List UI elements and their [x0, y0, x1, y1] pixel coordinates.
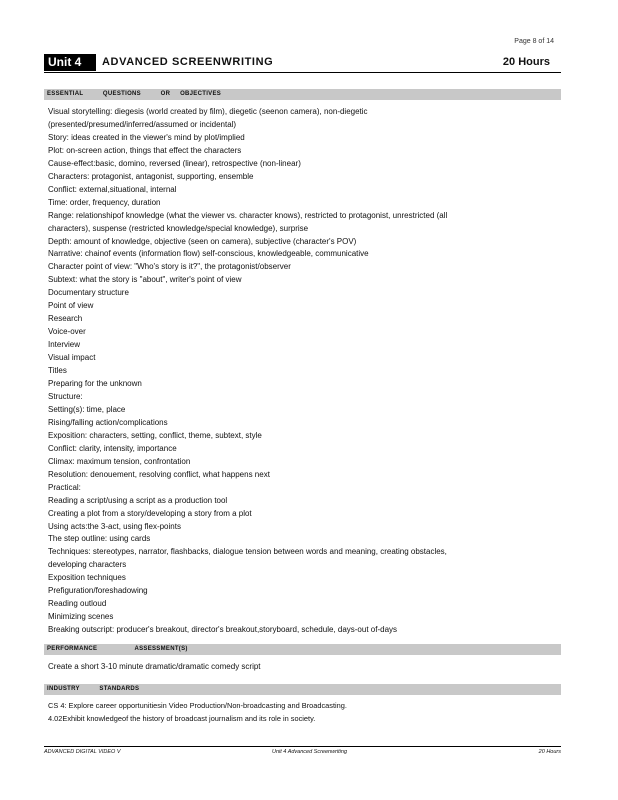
page-footer [44, 746, 561, 759]
unit-hours: 20 Hours [502, 56, 550, 68]
list-item: Resolution: denouement, resolving conflict, what happens next [48, 469, 270, 479]
list-item: Character point of view: "Who's story is it?", the protagonist/observer [48, 262, 291, 272]
list-item: Techniques: stereotypes, narrator, flashbacks, dialogue tension between words and meaning, creating obstacles, [48, 547, 447, 557]
list-item: Creating a plot from a story/developing a story from a plot [48, 508, 252, 518]
list-item: characters), suspense (restricted knowledge/special knowledge), surprise [48, 223, 309, 233]
industry-standards-list [48, 700, 548, 726]
list-item: Structure: [48, 391, 83, 401]
list-item: Preparing for the unknown [48, 379, 142, 389]
list-item: Visual impact [48, 353, 96, 363]
unit-header [44, 54, 561, 73]
list-item: Titles [48, 366, 67, 376]
list-item: Voice-over [48, 327, 86, 337]
list-item: Create a short 3-10 minute dramatic/dramatic comedy script [48, 662, 261, 671]
footer-course: ADVANCED DIGITAL VIDEO V [44, 749, 121, 755]
list-item: The step outline: using cards [48, 534, 151, 544]
list-item: Reading outloud [48, 599, 107, 609]
list-item: Minimizing scenes [48, 612, 114, 622]
performance-assessment-header: PERFORMANCE ASSESSMENT(S) [44, 644, 561, 655]
unit-title: ADVANCED SCREENWRITING [102, 56, 274, 68]
list-item: 4.02Exhibit knowledgeof the history of broadcast journalism and its role in society. [48, 713, 316, 723]
list-item: developing characters [48, 560, 127, 570]
list-item: Cause-effect:basic, domino, reversed (linear), retrospective (non-linear) [48, 158, 301, 168]
list-item: Story: ideas created in the viewer's mind by plot/implied [48, 132, 245, 142]
list-item: Prefiguration/foreshadowing [48, 586, 148, 596]
list-item: Setting(s): time, place [48, 404, 126, 414]
list-item: Breaking outscript: producer's breakout, director's breakout,storyboard, schedule, days-out of-days [48, 625, 398, 635]
list-item: (presented/presumed/inferred/assumed or incidental) [48, 119, 237, 129]
essential-questions-header: ESSENTIAL QUESTIONS OR OBJECTIVES [44, 89, 561, 100]
industry-standards-header: INDUSTRY STANDARDS [44, 684, 561, 695]
list-item: Research [48, 314, 83, 324]
essential-questions-list [48, 106, 548, 637]
list-item: Exposition techniques [48, 573, 126, 583]
unit-label: Unit 4 [44, 54, 96, 71]
list-item: Characters: protagonist, antagonist, supporting, ensemble [48, 171, 254, 181]
performance-assessment-list [48, 661, 548, 674]
list-item: Practical: [48, 482, 81, 492]
list-item: Conflict: external,situational, internal [48, 184, 177, 194]
list-item: Subtext: what the story is "about", writer's point of view [48, 275, 242, 285]
list-item: Rising/falling action/complications [48, 417, 168, 427]
footer-hours: 20 Hours [538, 749, 561, 755]
footer-unit: Unit 4 Advanced Screenwriting [272, 749, 348, 755]
list-item: Time: order, frequency, duration [48, 197, 161, 207]
list-item: Depth: amount of knowledge, objective (seen on camera), subjective (character's POV) [48, 236, 357, 246]
page-number: Page 8 of 14 [514, 38, 554, 45]
list-item: Plot: on-screen action, things that effect the characters [48, 145, 242, 155]
list-item: Climax: maximum tension, confrontation [48, 456, 191, 466]
list-item: Narrative: chainof events (information flow) self-conscious, knowledgeable, communicative [48, 249, 369, 259]
list-item: Visual storytelling: diegesis (world created by film), diegetic (seenon camera), non-diegetic [48, 107, 368, 116]
list-item: Exposition: characters, setting, conflict, theme, subtext, style [48, 430, 262, 440]
list-item: Conflict: clarity, intensity, importance [48, 443, 177, 453]
list-item: Documentary structure [48, 288, 129, 298]
list-item: Reading a script/using a script as a production tool [48, 495, 228, 505]
list-item: Using acts:the 3-act, using flex-points [48, 521, 181, 531]
list-item: CS 4: Explore career opportunitiesin Video Production/Non-broadcasting and Broadcasting. [48, 701, 347, 710]
list-item: Point of view [48, 301, 94, 311]
list-item: Range: relationshipof knowledge (what the viewer vs. character knows), restricted to protagonist, unrestricted (all [48, 210, 448, 220]
list-item: Interview [48, 340, 81, 350]
